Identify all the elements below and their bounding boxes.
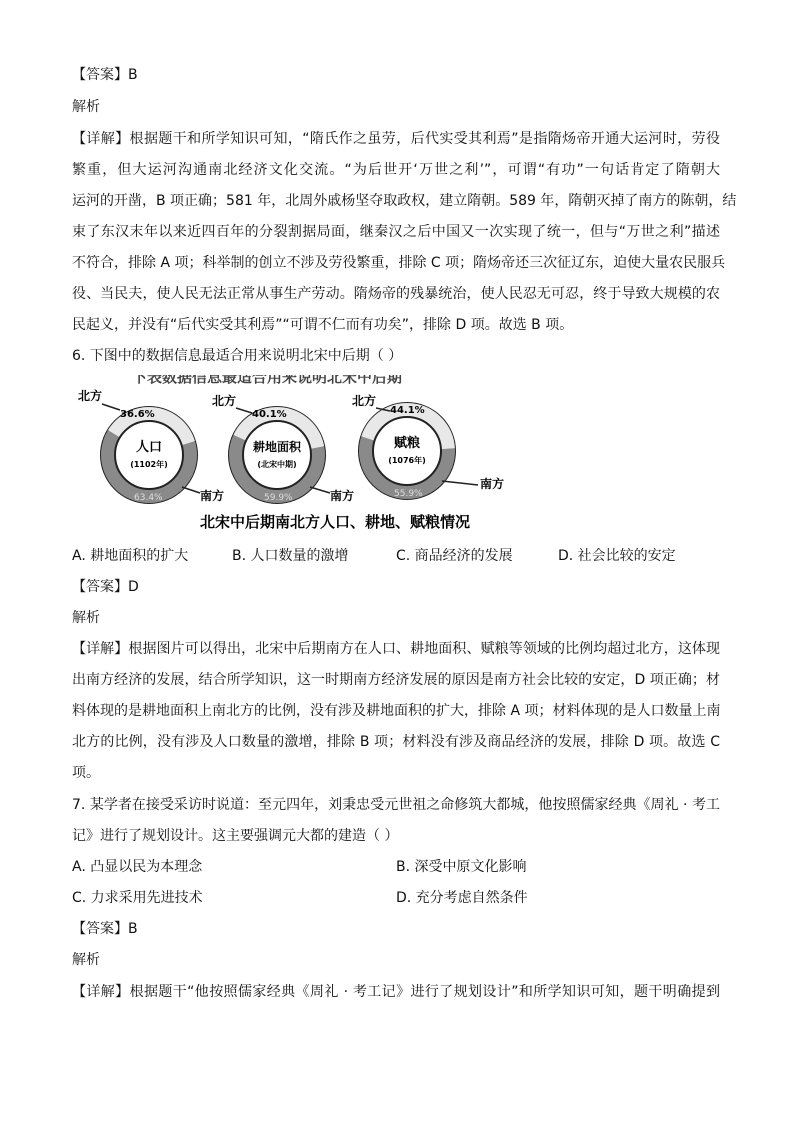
south-label: 南方 <box>480 477 505 491</box>
q7-option-a[interactable]: A. 凸显以民为本理念 <box>72 859 203 875</box>
north-label: 北方 <box>78 389 103 403</box>
q7-answer: 【答案】B <box>72 921 138 937</box>
ring-chart-farmland <box>212 393 354 503</box>
q6-option-a[interactable]: A. 耕地面积的扩大 <box>72 548 189 564</box>
q5-answer: 【答案】B <box>72 67 138 83</box>
q5-detail-line-5: 不符合，排除 A 项；科举制的创立不涉及劳役繁重，排除 C 项；隋炀帝还三次征辽东，迫使大量农民服兵 <box>72 255 726 271</box>
q6-answer: 【答案】D <box>72 579 139 595</box>
q5-detail-line-6: 役、当民夫，使人民无法正常从事生产劳动。隋炀帝的残暴统治，使人民忍无可忍，终于导致大规模的农 <box>72 286 720 302</box>
south-percent: 63.4% <box>134 493 163 503</box>
ring-subtitle: (1076年) <box>388 456 426 465</box>
q6-option-d[interactable]: D. 社会比较的安定 <box>558 548 676 564</box>
south-label: 南方 <box>330 489 355 503</box>
q6-stem: 6. 下图中的数据信息最适合用来说明北宋中后期（ ） <box>72 348 403 364</box>
south-percent: 55.9% <box>394 489 423 499</box>
q6-detail-line-1: 【详解】根据图片可以得出，北宋中后期南方在人口、耕地面积、赋粮等领域的比例均超过北方，这体现 <box>72 641 720 657</box>
q5-detail-line-4: 束了东汉末年以来近四百年的分裂割据局面，继秦汉之后中国又一次实现了统一，但与“万世之利”描述 <box>72 224 720 240</box>
q6-detail-line-3: 料体现的是耕地面积上南北方的比例，没有涉及耕地面积的扩大，排除 A 项；材料体现的是人口数量上南 <box>72 703 721 719</box>
q7-option-b[interactable]: B. 深受中原文化影响 <box>396 859 527 875</box>
north-percent: 36.6% <box>120 409 155 420</box>
north-label: 北方 <box>352 394 377 408</box>
q7-detail-line-1: 【详解】根据题干“他按照儒家经典《周礼 · 考工记》进行了规划设计”和所学知识可知，题干明确提到 <box>72 984 720 1000</box>
q6-detail-line-5: 项。 <box>72 765 100 781</box>
q6-figure <box>72 375 517 532</box>
q6-detail-line-4: 北方的比例，没有涉及人口数量的激增，排除 B 项；材料没有涉及商品经济的发展，排除 D 项。故选 C <box>72 734 720 750</box>
ring-charts-figure <box>72 375 517 532</box>
q7-option-d[interactable]: D. 充分考虑自然条件 <box>396 890 528 906</box>
q7-analysis-heading: 解析 <box>72 952 100 968</box>
q5-analysis-heading: 解析 <box>72 99 100 115</box>
q5-detail-line-3: 运河的开凿，B 项正确；581 年，北周外戚杨坚夺取政权，建立隋朝。589 年，隋朝灭掉了南方的陈朝，结 <box>72 193 737 209</box>
q5-detail-line-1: 【详解】根据题干和所学知识可知，“隋氏作之虽劳，后代实受其利焉”是指隋炀帝开通大运河时，劳役 <box>72 131 720 147</box>
q6-option-c[interactable]: C. 商品经济的发展 <box>396 548 513 564</box>
south-percent: 59.9% <box>264 493 293 503</box>
ring-subtitle: (1102年) <box>130 460 168 469</box>
q6-detail-line-2: 出南方经济的发展，结合所学知识，这一时期南方经济发展的原因是南方社会比较的安定，D 项正确；材 <box>72 672 720 688</box>
q5-detail-line-2: 繁重，但大运河沟通南北经济文化交流。“为后世开‘万世之利’”，可谓“有功”一句话肯定了隋朝大 <box>72 162 720 178</box>
ring-chart-tax-grain <box>352 393 504 499</box>
q6-analysis-heading: 解析 <box>72 610 100 626</box>
north-label: 北方 <box>212 394 237 408</box>
north-percent: 40.1% <box>252 409 287 420</box>
q7-stem-line-2: 记》进行了规划设计。这主要强调元大都的建造（ ） <box>72 828 399 844</box>
ring-title: 赋粮 <box>393 436 421 451</box>
figure-top-text: 下表数据信息最适合用来说明北宋中后期 <box>132 375 403 386</box>
north-percent: 44.1% <box>390 405 425 416</box>
q5-detail-line-7: 民起义，并没有“后代实受其利焉”“可谓不仁而有功矣”，排除 D 项。故选 B 项。 <box>72 317 574 333</box>
ring-title: 人口 <box>135 440 163 455</box>
q7-option-c[interactable]: C. 力求采用先进技术 <box>72 890 203 906</box>
ring-chart-population <box>78 388 224 503</box>
q7-stem-line-1: 7. 某学者在接受采访时说道：至元四年，刘秉忠受元世祖之命修筑大都城，他按照儒家经典《周礼 · 考工 <box>72 797 720 813</box>
ring-title: 耕地面积 <box>252 440 302 454</box>
ring-subtitle: (北宋中期) <box>257 460 297 469</box>
south-label: 南方 <box>200 489 225 503</box>
figure-caption: 北宋中后期南北方人口、耕地、赋粮情况 <box>200 513 471 531</box>
q6-option-b[interactable]: B. 人口数量的激增 <box>232 548 349 564</box>
